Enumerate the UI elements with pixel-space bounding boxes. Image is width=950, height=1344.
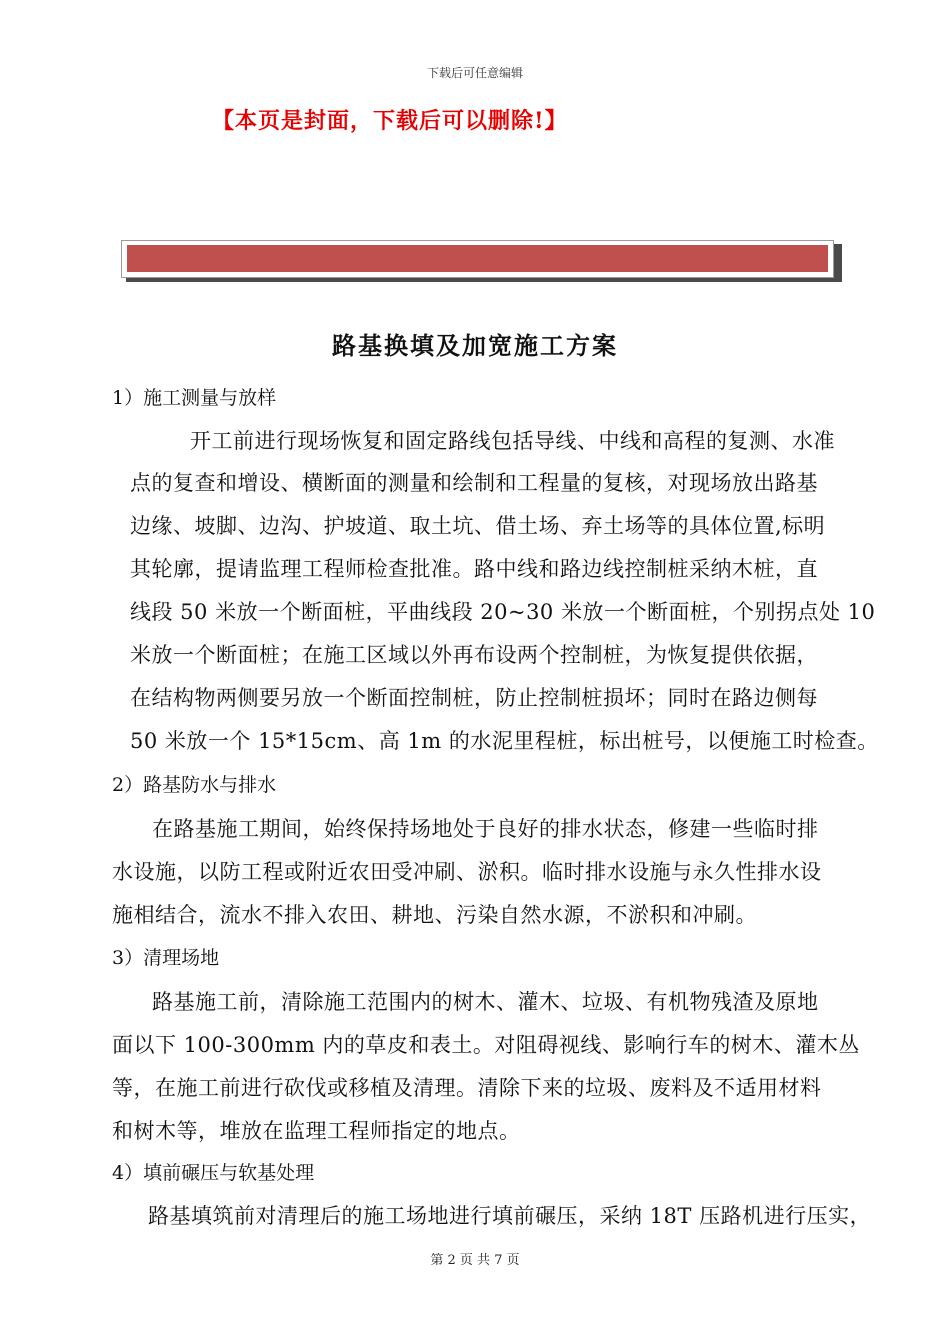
decorative-banner <box>121 240 834 278</box>
section-heading-survey: 1）施工测量与放样 <box>112 387 277 409</box>
paragraph-line: 施相结合，流水不排入农田、耕地、污染自然水源，不淤积和冲刷。 <box>112 903 757 927</box>
paragraph-line: 边缘、坡脚、边沟、护坡道、取土坑、借土场、弃土场等的具体位置,标明 <box>130 514 826 538</box>
section-heading-compaction: 4）填前碾压与软基处理 <box>112 1162 315 1184</box>
paragraph-line: 和树木等，堆放在监理工程师指定的地点。 <box>112 1119 521 1143</box>
paragraph-line: 在结构物两侧要另放一个断面控制桩，防止控制桩损坏；同时在路边侧每 <box>130 686 818 710</box>
paragraph-line: 等，在施工前进行砍伐或移植及清理。清除下来的垃圾、废料及不适用材料 <box>112 1076 822 1100</box>
paragraph-line: 路基填筑前对清理后的施工场地进行填前碾压，采纳 18T 压路机进行压实， <box>148 1204 872 1228</box>
page-footer: 第 2 页 共 7 页 <box>430 1253 520 1268</box>
paragraph-line: 50 米放一个 15*15cm、高 1m 的水泥里程桩，标出桩号，以便施工时检查。 <box>130 729 879 753</box>
paragraph-line: 点的复查和增设、横断面的测量和绘制和工程量的复核，对现场放出路基 <box>130 471 818 495</box>
paragraph-line: 米放一个断面桩；在施工区域以外再布设两个控制桩，为恢复提供依据， <box>130 643 818 667</box>
paragraph-line: 路基施工前，清除施工范围内的树木、灌木、垃圾、有机物残渣及原地 <box>152 990 819 1014</box>
page-header-note: 下载后可任意编辑 <box>426 66 523 80</box>
paragraph-line: 在路基施工期间，始终保持场地处于良好的排水状态，修建一些临时排 <box>152 817 819 841</box>
paragraph-line: 面以下 100-300mm 内的草皮和表土。对阻碍视线、影响行车的树木、灌木丛 <box>112 1033 860 1057</box>
section-heading-drainage: 2）路基防水与排水 <box>112 774 277 796</box>
paragraph-line: 线段 50 米放一个断面桩，平曲线段 20~30 米放一个断面桩，个别拐点处 10 <box>130 600 876 624</box>
section-heading-site-clearing: 3）清理场地 <box>112 947 220 969</box>
paragraph-line: 其轮廓，提请监理工程师检查批准。路中线和路边线控制桩采纳木桩，直 <box>130 557 818 581</box>
document-title: 路基换填及加宽施工方案 <box>332 331 618 360</box>
paragraph-line: 开工前进行现场恢复和固定路线包括导线、中线和高程的复测、水准 <box>190 429 835 453</box>
cover-notice: 【本页是封面，下载后可以删除!】 <box>212 108 568 134</box>
banner-fill <box>127 245 828 272</box>
paragraph-line: 水设施，以防工程或附近农田受冲刷、淤积。临时排水设施与永久性排水设 <box>112 860 822 884</box>
